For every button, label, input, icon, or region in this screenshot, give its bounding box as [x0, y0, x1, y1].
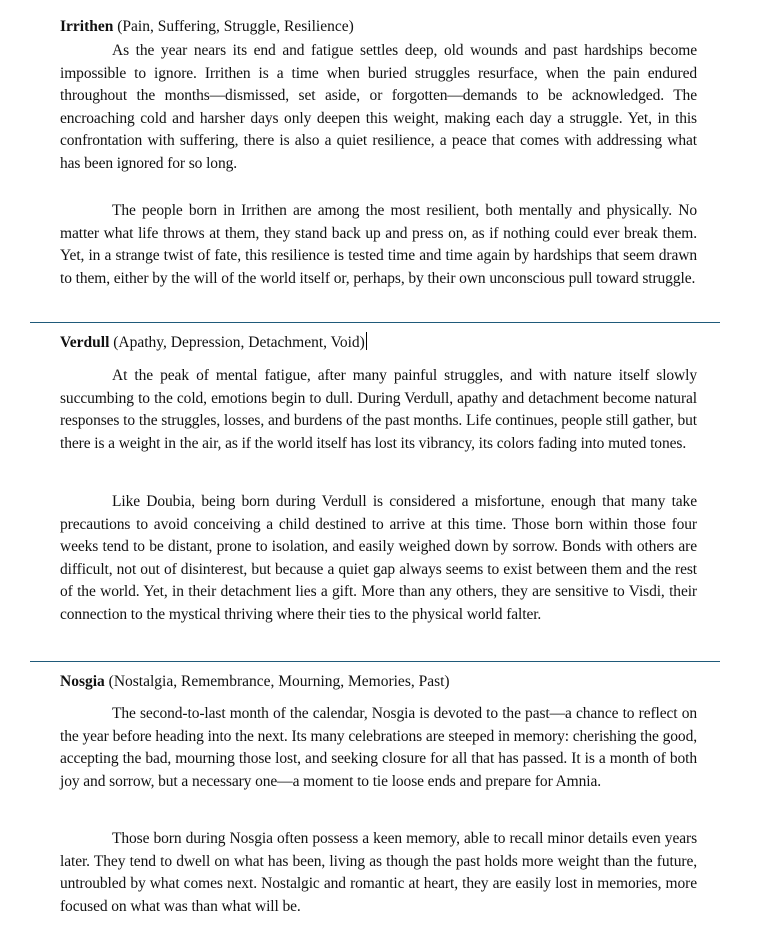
month-name: Verdull	[60, 334, 110, 351]
month-name: Nosgia	[60, 673, 105, 690]
paragraph: The people born in Irrithen are among the most resilient, both mentally and physically. No matter what life throws at them, they stand back up and press on, as if nothing could ever break them. Yet, in a strange twist of fate, this resilience is tested time and time again by hardships that seem drawn to them, either by the will of the world itself or, perhaps, by their own unconscious pull toward struggle.	[60, 202, 697, 287]
section-divider	[30, 322, 720, 323]
paragraph: At the peak of mental fatigue, after many painful struggles, and with nature itself slowly succumbing to the cold, emotions begin to dull. During Verdull, apathy and detachment become natural responses to the struggles, losses, and burdens of the past months. Life continues, people still gather, but there is a weight in the air, as if the world itself has lost its vibrancy, its colors fading into muted tones.	[60, 367, 697, 452]
text-cursor	[366, 332, 367, 350]
month-name: Irrithen	[60, 18, 114, 35]
month-themes: (Apathy, Depression, Detachment, Void)	[113, 334, 365, 351]
paragraph: The second-to-last month of the calendar, Nosgia is devoted to the past—a chance to reflect on the year before heading into the next. Its many celebrations are steeped in memory: cherishing the good, accepting the bad, mourning those lost, and seeking closure for all that has passed. It is a month of both joy and sorrow, but a necessary one—a moment to tie loose ends and prepare for Amnia.	[60, 705, 697, 790]
month-themes: (Nostalgia, Remembrance, Mourning, Memories, Past)	[108, 673, 450, 690]
section-heading-nosgia	[60, 671, 450, 693]
section-heading-irrithen	[60, 16, 354, 38]
paragraph: As the year nears its end and fatigue settles deep, old wounds and past hardships become impossible to ignore. Irrithen is a time when buried struggles resurface, when the pain endured throughout the months—dismissed, set aside, or forgotten—demands to be acknowledged. The encroaching cold and harsher days only deepen this weight, making each day a struggle. Yet, in this confrontation with suffering, there is also a quiet resilience, a peace that comes with addressing what has been ignored for so long.	[60, 42, 697, 172]
section-divider	[30, 661, 720, 662]
paragraph: Those born during Nosgia often possess a keen memory, able to recall minor details even years later. They tend to dwell on what has been, living as though the past holds more weight than the future, untroubled by what comes next. Nostalgic and romantic at heart, they are easily lost in memories, more focused on what was than what will be.	[60, 830, 697, 915]
month-themes: (Pain, Suffering, Struggle, Resilience)	[117, 18, 354, 35]
section-heading-verdull	[60, 332, 367, 354]
paragraph: Like Doubia, being born during Verdull is considered a misfortune, enough that many take precautions to avoid conceiving a child destined to arrive at this time. Those born within those four weeks tend to be distant, prone to isolation, and easily weighed down by sorrow. Bonds with others are difficult, not out of disinterest, but because a quiet gap always seems to exist between them and the rest of the world. Yet, in their detachment lies a gift. More than any others, they are sensitive to Visdi, their connection to the mystical thriving where their ties to the physical world falter.	[60, 493, 697, 623]
